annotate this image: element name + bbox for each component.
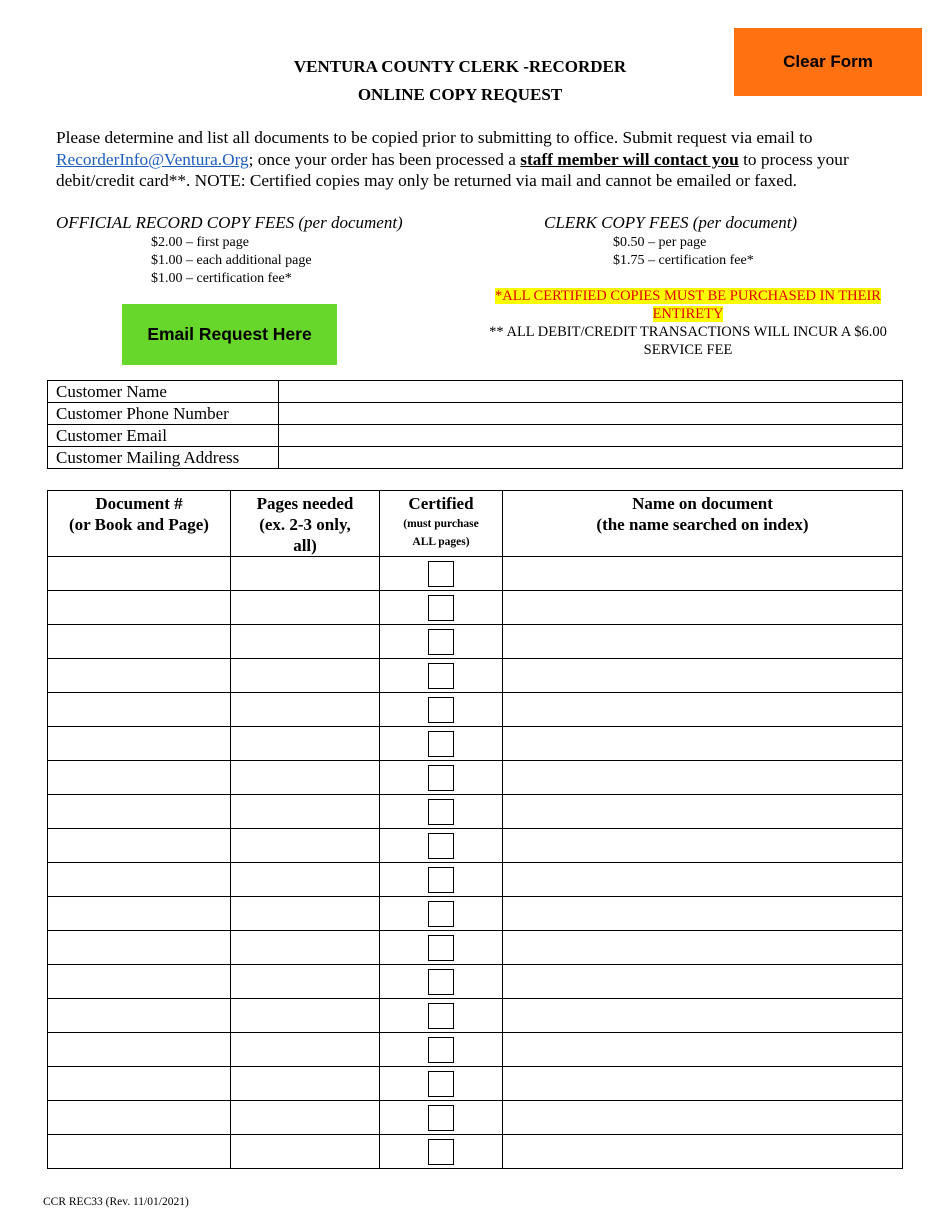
official-fees-list (151, 234, 312, 288)
header-subtext: (ex. 2-3 only, (259, 515, 351, 534)
clear-form-button[interactable]: Clear Form (734, 28, 922, 96)
customer-address-label: Customer Mailing Address (48, 447, 279, 469)
certified-cell (380, 1101, 503, 1135)
pages-cell[interactable] (231, 557, 380, 591)
certified-cell (380, 727, 503, 761)
pages-cell[interactable] (231, 761, 380, 795)
certified-checkbox[interactable] (428, 1071, 454, 1097)
intro-text-3: to process your debit/credit card**. NOTE: Certified copies may only be returned via mail and cannot be emailed or faxed. (56, 149, 849, 190)
fee-item: $1.75 – certification fee* (613, 253, 754, 268)
header-subtext: (must purchase (403, 518, 479, 530)
doc-number-cell[interactable] (48, 965, 231, 999)
name-cell[interactable] (503, 1101, 903, 1135)
customer-row (48, 425, 903, 447)
certified-cell (380, 693, 503, 727)
page-subtitle: ONLINE COPY REQUEST (357, 85, 563, 104)
name-cell[interactable] (503, 727, 903, 761)
doc-number-cell[interactable] (48, 795, 231, 829)
pages-cell[interactable] (231, 591, 380, 625)
fee-item: $0.50 – per page (613, 235, 707, 250)
certified-checkbox[interactable] (428, 901, 454, 927)
customer-row (48, 447, 903, 469)
doc-number-cell[interactable] (48, 625, 231, 659)
certified-checkbox[interactable] (428, 969, 454, 995)
document-request-table (47, 490, 903, 1169)
certified-notice-text: *ALL CERTIFIED COPIES MUST BE PURCHASED IN THEIR ENTIRETY (495, 288, 881, 322)
certified-cell (380, 863, 503, 897)
certified-checkbox[interactable] (428, 697, 454, 723)
doc-number-cell[interactable] (48, 829, 231, 863)
certified-checkbox[interactable] (428, 867, 454, 893)
name-cell[interactable] (503, 897, 903, 931)
certified-checkbox[interactable] (428, 663, 454, 689)
pages-cell[interactable] (231, 863, 380, 897)
pages-cell[interactable] (231, 965, 380, 999)
name-cell[interactable] (503, 625, 903, 659)
table-row (48, 1033, 903, 1067)
clerk-fees-heading: CLERK COPY FEES (per document) (544, 213, 798, 232)
name-cell[interactable] (503, 1033, 903, 1067)
name-cell[interactable] (503, 863, 903, 897)
doc-number-cell[interactable] (48, 761, 231, 795)
pages-cell[interactable] (231, 659, 380, 693)
header-subtext: ALL pages) (412, 536, 470, 548)
certified-cell (380, 999, 503, 1033)
doc-number-cell[interactable] (48, 863, 231, 897)
email-link[interactable]: RecorderInfo@Ventura.Org (56, 149, 249, 169)
certified-cell (380, 1067, 503, 1101)
customer-row (48, 403, 903, 425)
doc-number-cell[interactable] (48, 727, 231, 761)
fee-item: $1.00 – certification fee* (151, 271, 292, 286)
table-row (48, 625, 903, 659)
table-row (48, 1067, 903, 1101)
table-row (48, 965, 903, 999)
name-header (503, 491, 903, 557)
form-revision: CCR REC33 (Rev. 11/01/2021) (43, 1196, 189, 1208)
certified-cell (380, 795, 503, 829)
table-row (48, 693, 903, 727)
certified-checkbox[interactable] (428, 1037, 454, 1063)
certified-checkbox[interactable] (428, 1105, 454, 1131)
certified-checkbox[interactable] (428, 833, 454, 859)
doc-number-cell[interactable] (48, 999, 231, 1033)
email-request-button[interactable]: Email Request Here (122, 304, 337, 365)
name-cell[interactable] (503, 795, 903, 829)
table-row (48, 931, 903, 965)
table-row (48, 1101, 903, 1135)
table-row (48, 863, 903, 897)
name-cell[interactable] (503, 999, 903, 1033)
certified-cell (380, 965, 503, 999)
header-subtext: all) (293, 536, 317, 555)
doc-number-cell[interactable] (48, 659, 231, 693)
doc-number-cell[interactable] (48, 557, 231, 591)
certified-cell (380, 761, 503, 795)
doc-number-cell[interactable] (48, 693, 231, 727)
customer-address-input[interactable] (279, 447, 903, 469)
instructions-paragraph (56, 127, 906, 192)
certified-checkbox[interactable] (428, 935, 454, 961)
certified-checkbox[interactable] (428, 1139, 454, 1165)
certified-cell (380, 829, 503, 863)
doc-number-cell[interactable] (48, 897, 231, 931)
certified-notice (490, 287, 886, 323)
table-row (48, 829, 903, 863)
customer-phone-input[interactable] (279, 403, 903, 425)
clerk-fees-list (613, 234, 754, 270)
name-cell[interactable] (503, 1135, 903, 1169)
pages-cell[interactable] (231, 693, 380, 727)
name-cell[interactable] (503, 659, 903, 693)
table-row (48, 795, 903, 829)
doc-number-cell[interactable] (48, 1067, 231, 1101)
table-row (48, 999, 903, 1033)
table-row (48, 761, 903, 795)
certified-checkbox[interactable] (428, 595, 454, 621)
name-cell[interactable] (503, 557, 903, 591)
name-cell[interactable] (503, 761, 903, 795)
service-fee-notice: ** ALL DEBIT/CREDIT TRANSACTIONS WILL INCUR A $6.00 SERVICE FEE (489, 324, 887, 358)
customer-name-input[interactable] (279, 381, 903, 403)
name-cell[interactable] (503, 591, 903, 625)
certified-cell (380, 1033, 503, 1067)
pages-cell[interactable] (231, 727, 380, 761)
header-text: Pages needed (256, 494, 354, 513)
name-cell[interactable] (503, 965, 903, 999)
customer-row (48, 381, 903, 403)
intro-emphasis: staff member will contact you (520, 149, 739, 169)
pages-cell[interactable] (231, 795, 380, 829)
certified-cell (380, 557, 503, 591)
doc-number-cell[interactable] (48, 1033, 231, 1067)
name-cell[interactable] (503, 931, 903, 965)
customer-phone-label: Customer Phone Number (48, 403, 279, 425)
doc-number-header (48, 491, 231, 557)
certified-cell (380, 1135, 503, 1169)
doc-number-cell[interactable] (48, 1135, 231, 1169)
header-subtext: (the name searched on index) (596, 515, 809, 534)
pages-cell[interactable] (231, 1067, 380, 1101)
certified-checkbox[interactable] (428, 799, 454, 825)
pages-cell[interactable] (231, 1135, 380, 1169)
header-text: Document # (95, 494, 183, 513)
table-row (48, 897, 903, 931)
fee-item: $1.00 – each additional page (151, 253, 312, 268)
pages-cell[interactable] (231, 999, 380, 1033)
certified-checkbox[interactable] (428, 765, 454, 791)
table-row (48, 1135, 903, 1169)
certified-cell (380, 659, 503, 693)
certified-cell (380, 591, 503, 625)
certified-cell (380, 625, 503, 659)
table-header-row (48, 491, 903, 557)
header-text: Name on document (632, 494, 773, 513)
certified-checkbox[interactable] (428, 561, 454, 587)
table-row (48, 659, 903, 693)
pages-header (231, 491, 380, 557)
intro-text: Please determine and list all documents to be copied prior to submitting to office. Submit request via email to (56, 128, 813, 147)
doc-number-cell[interactable] (48, 931, 231, 965)
name-cell[interactable] (503, 1067, 903, 1101)
doc-number-cell[interactable] (48, 1101, 231, 1135)
pages-cell[interactable] (231, 625, 380, 659)
customer-email-input[interactable] (279, 425, 903, 447)
intro-text-2: ; once your order has been processed a (248, 149, 521, 169)
page-title: VENTURA COUNTY CLERK -RECORDER (293, 57, 627, 76)
header-text: Certified (408, 494, 474, 513)
pages-cell[interactable] (231, 897, 380, 931)
certified-checkbox[interactable] (428, 1003, 454, 1029)
pages-cell[interactable] (231, 829, 380, 863)
certified-header (380, 491, 503, 557)
certified-cell (380, 931, 503, 965)
customer-name-label: Customer Name (48, 381, 279, 403)
table-row (48, 727, 903, 761)
customer-info-table (47, 380, 903, 469)
pages-cell[interactable] (231, 931, 380, 965)
customer-email-label: Customer Email (48, 425, 279, 447)
certified-checkbox[interactable] (428, 731, 454, 757)
doc-number-cell[interactable] (48, 591, 231, 625)
fee-item: $2.00 – first page (151, 235, 249, 250)
certified-cell (380, 897, 503, 931)
name-cell[interactable] (503, 829, 903, 863)
pages-cell[interactable] (231, 1033, 380, 1067)
official-fees-heading: OFFICIAL RECORD COPY FEES (per document) (56, 213, 403, 232)
table-row (48, 591, 903, 625)
header-subtext: (or Book and Page) (69, 515, 209, 534)
certified-checkbox[interactable] (428, 629, 454, 655)
name-cell[interactable] (503, 693, 903, 727)
pages-cell[interactable] (231, 1101, 380, 1135)
table-row (48, 557, 903, 591)
